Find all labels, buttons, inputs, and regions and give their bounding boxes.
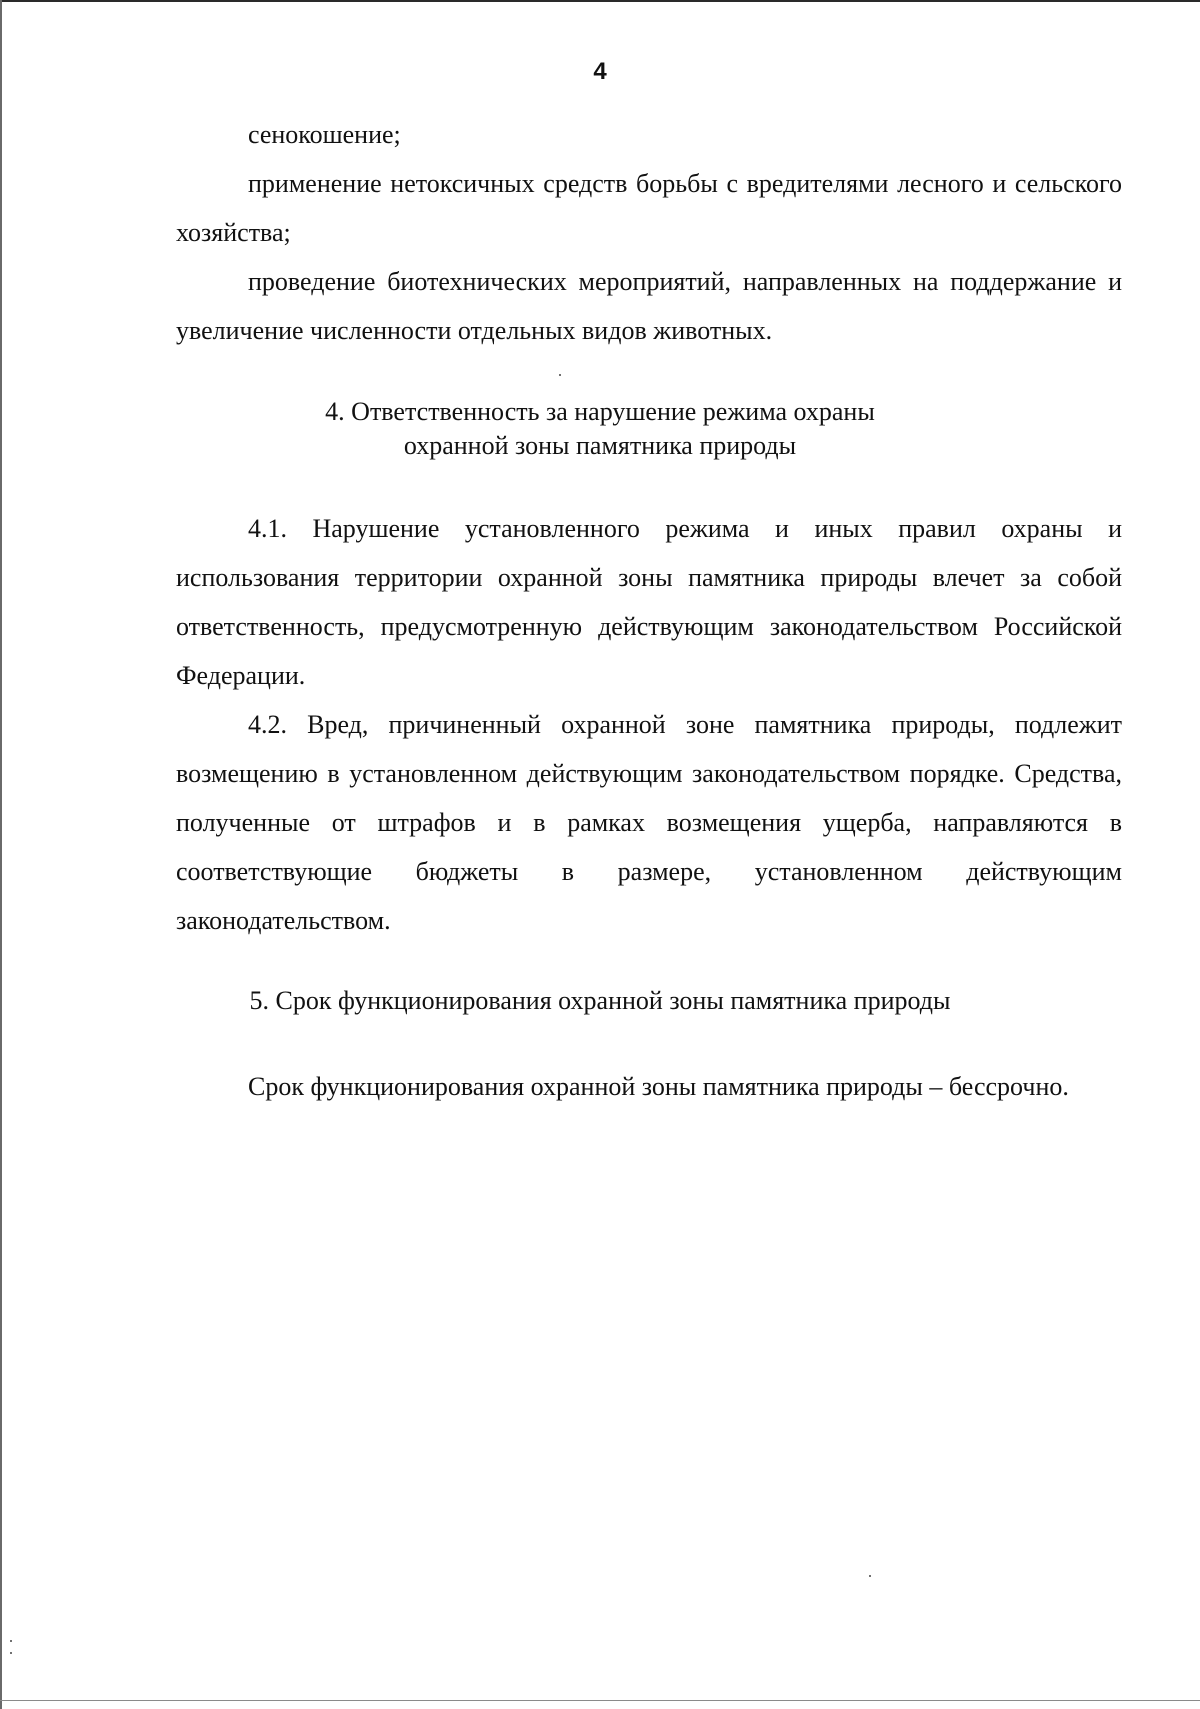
section-5-paragraph-1: Срок функционирования охранной зоны памятника природы – бессрочно. bbox=[248, 1072, 1069, 1101]
scan-edge-left bbox=[0, 0, 2, 1709]
scan-speck bbox=[10, 1652, 12, 1654]
section-5-body bbox=[176, 1062, 1122, 1111]
scan-speck bbox=[10, 1640, 12, 1642]
scan-edge-top bbox=[0, 0, 1200, 2]
scan-speck bbox=[869, 1575, 871, 1577]
section-5-title: 5. Срок функционирования охранной зоны памятника природы bbox=[249, 986, 951, 1015]
intro-block bbox=[176, 110, 1122, 355]
scan-edge-bottom bbox=[0, 1700, 1200, 1701]
section-4-paragraph-1: 4.1. Нарушение установленного режима и иных правил охраны и использования территории охранной зоны памятника природы влечет за собой ответственность, предусмотренную действующим законодательством Российской Федерации. bbox=[176, 514, 1122, 690]
intro-item: сенокошение; bbox=[248, 120, 401, 149]
section-4-body bbox=[176, 504, 1122, 945]
section-4-paragraph-2: 4.2. Вред, причиненный охранной зоне памятника природы, подлежит возмещению в установленном действующим законодательством порядке. Средства, полученные от штрафов и в рамках возмещения ущерба, направляются в соответствующие бюджеты в размере, установленном действующим законодательством. bbox=[176, 710, 1122, 935]
page-number: 4 bbox=[593, 58, 607, 85]
intro-item: применение нетоксичных средств борьбы с вредителями лесного и сельского хозяйства; bbox=[176, 169, 1122, 247]
scan-speck bbox=[559, 374, 561, 376]
intro-item: проведение биотехнических мероприятий, направленных на поддержание и увеличение численности отдельных видов животных. bbox=[176, 267, 1122, 345]
section-4-title-line2: охранной зоны памятника природы bbox=[403, 431, 797, 460]
section-4-title-line1: 4. Ответственность за нарушение режима охраны bbox=[325, 397, 875, 426]
section-5-heading bbox=[0, 984, 1200, 1018]
section-4-heading bbox=[0, 395, 1200, 463]
